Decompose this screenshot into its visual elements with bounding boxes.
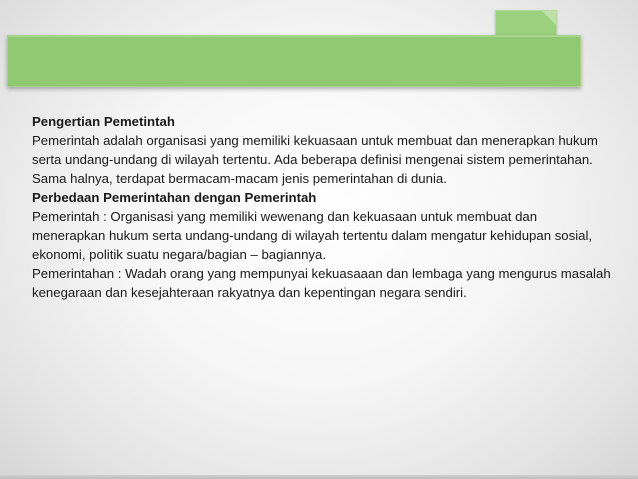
slide-bottom-edge <box>0 475 638 479</box>
slide-content <box>32 112 612 302</box>
section-heading-pengertian: Pengertian Pemetintah <box>32 114 175 129</box>
paragraph-pemerintahan-definition: Pemerintahan : Wadah orang yang mempunyai kekuasaaan dan lembaga yang mengurus masalah kenegaraan dan kesejahteraan rakyatnya dan kepentingan negara sendiri. <box>32 266 611 300</box>
section-heading-perbedaan: Perbedaan Pemerintahan dengan Pemerintah <box>32 190 317 205</box>
paragraph-pengertian: Pemerintah adalah organisasi yang memiliki kekuasaan untuk membuat dan menerapkan hukum serta undang-undang di wilayah tertentu. Ada beberapa definisi mengenai sistem pemerintahan. Sama halnya, terdapat bermacam-macam jenis pemerintahan di dunia. <box>32 133 598 186</box>
title-banner <box>7 35 581 87</box>
paragraph-pemerintah-definition: Pemerintah : Organisasi yang memiliki wewenang dan kekuasaan untuk membuat dan menerapkan hukum serta undang-undang di wilayah tertentu dalam mengatur kehidupan sosial, ekonomi, politik suatu negara/bagian – bagiannya. <box>32 209 593 262</box>
